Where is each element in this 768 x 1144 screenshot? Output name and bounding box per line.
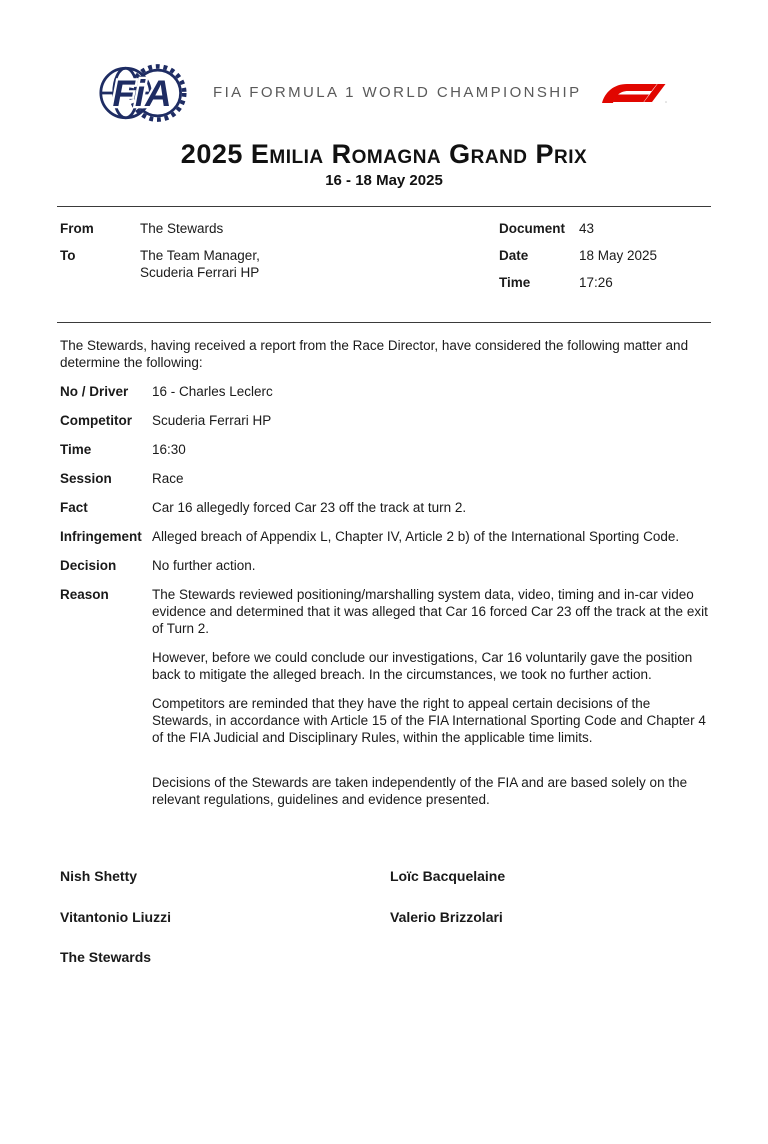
time-row bbox=[499, 274, 711, 291]
field-value: Alleged breach of Appendix L, Chapter IV, Article 2 b) of the International Sporting Code. bbox=[152, 528, 680, 544]
field-row-time bbox=[57, 441, 711, 458]
field-label: Competitor bbox=[60, 412, 132, 428]
field-row-decision bbox=[57, 557, 711, 574]
date-label: Date bbox=[499, 247, 529, 263]
meta-left-column bbox=[60, 220, 410, 301]
field-label: Decision bbox=[60, 557, 117, 573]
field-row-infringement bbox=[57, 528, 711, 545]
event-title: 2025 Emilia Romagna Grand Prix bbox=[180, 139, 588, 169]
time-label: Time bbox=[499, 274, 531, 290]
fia-logo-icon bbox=[97, 60, 189, 126]
from-value: The Stewards bbox=[140, 220, 224, 236]
reason-label: Reason bbox=[60, 586, 109, 602]
championship-title: FIA FORMULA 1 WORLD CHAMPIONSHIP bbox=[213, 83, 582, 101]
signature-name: Vitantonio Liuzzi bbox=[60, 908, 171, 925]
signature-row bbox=[60, 868, 711, 886]
field-value: Car 16 allegedly forced Car 23 off the track at turn 2. bbox=[152, 499, 467, 515]
field-label: No / Driver bbox=[60, 383, 129, 399]
field-value: Scuderia Ferrari HP bbox=[152, 412, 272, 428]
signature-name: Nish Shetty bbox=[60, 867, 138, 884]
signatures-block bbox=[57, 868, 711, 967]
signature-name: Valerio Brizzolari bbox=[390, 908, 503, 925]
field-value: Race bbox=[152, 470, 184, 486]
time-value: 17:26 bbox=[579, 274, 613, 290]
to-label: To bbox=[60, 247, 76, 263]
field-label: Session bbox=[60, 470, 112, 486]
signature-name: Loïc Bacquelaine bbox=[390, 867, 506, 884]
reason-paragraph: However, before we could conclude our investigations, Car 16 voluntarily gave the position back to mitigate the alleged breach. In the circumstances, we took no further action. bbox=[152, 649, 693, 682]
meta-table bbox=[57, 207, 711, 307]
from-label: From bbox=[60, 220, 94, 236]
field-value: No further action. bbox=[152, 557, 256, 573]
document-value: 43 bbox=[579, 220, 595, 236]
event-dates: 16 - 18 May 2025 bbox=[325, 172, 443, 190]
to-value: The Team Manager, Scuderia Ferrari HP bbox=[140, 247, 260, 280]
field-label: Time bbox=[60, 441, 92, 457]
field-row-competitor bbox=[57, 412, 711, 429]
field-value: 16 - Charles Leclerc bbox=[152, 383, 273, 399]
signature-closing: The Stewards bbox=[60, 949, 152, 966]
meta-right-column bbox=[499, 220, 711, 301]
reason-text bbox=[152, 586, 711, 820]
field-row-fact bbox=[57, 499, 711, 516]
field-row-session bbox=[57, 470, 711, 487]
signature-row bbox=[60, 909, 711, 927]
divider-meta-bottom bbox=[57, 322, 711, 323]
field-value: 16:30 bbox=[152, 441, 186, 457]
reason-paragraph: Decisions of the Stewards are taken independently of the FIA and are based solely on the relevant regulations, guidelines and evidence presented. bbox=[152, 774, 688, 807]
reason-paragraph: The Stewards reviewed positioning/marshalling system data, video, timing and in-car video evidence and determined that it was alleged that Car 16 forced Car 23 off the track at the exit of Turn 2. bbox=[152, 586, 708, 636]
document-label: Document bbox=[499, 220, 566, 236]
intro-paragraph: The Stewards, having received a report from the Race Director, have considered the following matter and determine the following: bbox=[60, 337, 689, 370]
stewards-decision-document bbox=[0, 58, 768, 967]
svg-text:FiA: FiA bbox=[112, 72, 172, 114]
field-label: Infringement bbox=[60, 528, 142, 544]
field-label: Fact bbox=[60, 499, 88, 515]
date-value: 18 May 2025 bbox=[579, 247, 658, 263]
document-header bbox=[57, 58, 711, 128]
document-row bbox=[499, 220, 711, 237]
field-row-no-driver bbox=[57, 383, 711, 400]
reason-row bbox=[57, 586, 711, 820]
to-row bbox=[60, 247, 410, 281]
f1-logo-icon bbox=[601, 80, 667, 106]
from-row bbox=[60, 220, 410, 237]
reason-paragraph: Competitors are reminded that they have the right to appeal certain decisions of the Stewards, in accordance with Article 15 of the FIA International Sporting Code and Chapter 4 of the FIA Judicial and Disciplinary Rules, within the applicable time limits. bbox=[152, 695, 706, 745]
date-row bbox=[499, 247, 711, 264]
